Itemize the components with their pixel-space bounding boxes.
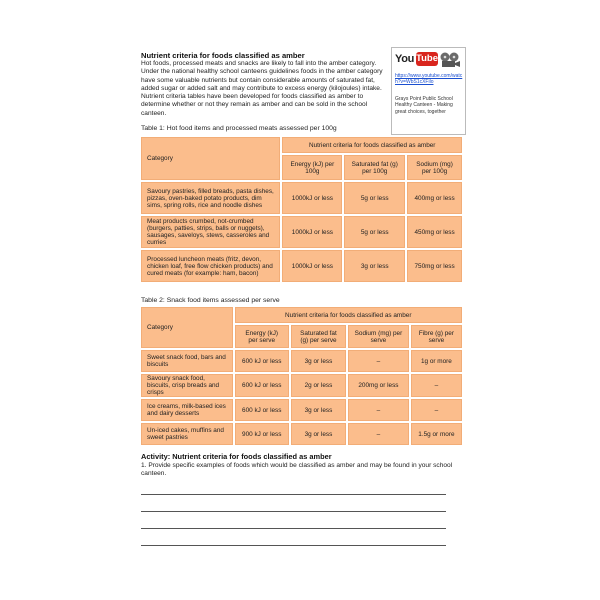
row-energy: 600 kJ or less bbox=[235, 350, 289, 372]
row-satfat: 3g or less bbox=[291, 350, 346, 372]
row-sodium: – bbox=[348, 423, 409, 445]
video-url-link[interactable]: https://www.youtube.com/watch?v=WbS1cXFilo bbox=[395, 73, 463, 86]
row-category: Un-iced cakes, muffins and sweet pastries bbox=[141, 423, 233, 445]
table-row bbox=[141, 216, 462, 248]
video-caption: Grays Point Public School Healthy Canteen - Making great choices, together bbox=[395, 96, 453, 115]
table1 bbox=[139, 135, 464, 284]
table-row bbox=[141, 250, 462, 282]
row-energy: 600 kJ or less bbox=[235, 399, 289, 421]
table-row bbox=[141, 182, 462, 214]
table2-col-energy: Energy (kJ) per serve bbox=[235, 325, 289, 348]
page-heading: Nutrient criteria for foods classified as amber bbox=[141, 51, 305, 60]
table-row bbox=[141, 399, 462, 421]
answer-line-2[interactable] bbox=[141, 511, 446, 512]
row-sodium: 750mg or less bbox=[407, 250, 462, 282]
answer-line-4[interactable] bbox=[141, 545, 446, 546]
table2-col-satfat: Saturated fat (g) per serve bbox=[291, 325, 346, 348]
table2-group-header: Nutrient criteria for foods classified as amber bbox=[235, 307, 462, 323]
table2 bbox=[139, 305, 464, 447]
table1-category-header: Category bbox=[141, 137, 280, 180]
row-energy: 600 kJ or less bbox=[235, 374, 289, 397]
row-satfat: 5g or less bbox=[344, 182, 405, 214]
intro-paragraph: Hot foods, processed meats and snacks are likely to fall into the amber category. Under the national healthy school canteens guidelines foods in the amber category have some valuable nutrients but contain considerable amounts of saturated fat, added sugar or added salt and may contribute to excess energy (kilojoules) intake. Nutrient criteria tables have been developed for foods classified as amber to determine whether or not they remain as amber and can be sold in the school canteen. bbox=[141, 60, 383, 117]
table1-group-header: Nutrient criteria for foods classified as amber bbox=[282, 137, 462, 153]
youtube-logo-tube: Tube bbox=[416, 53, 438, 64]
table2-col-fibre: Fibre (g) per serve bbox=[411, 325, 462, 348]
row-category: Processed luncheon meats (fritz, devon, chicken loaf, free flow chicken products) and cured meats (for example: ham, bacon) bbox=[141, 250, 280, 282]
youtube-logo-you: You bbox=[395, 53, 415, 65]
table-row bbox=[141, 350, 462, 372]
row-satfat: 3g or less bbox=[291, 399, 346, 421]
table-row bbox=[141, 423, 462, 445]
row-energy: 1000kJ or less bbox=[282, 182, 342, 214]
row-energy: 1000kJ or less bbox=[282, 216, 342, 248]
row-sodium: 400mg or less bbox=[407, 182, 462, 214]
row-satfat: 3g or less bbox=[291, 423, 346, 445]
row-category: Meat products crumbed, not-crumbed (burgers, patties, strips, balls or nuggets), sausages, saveloys, stews, casseroles and curries bbox=[141, 216, 280, 248]
table2-category-header: Category bbox=[141, 307, 233, 348]
table1-col-energy: Energy (kJ) per 100g bbox=[282, 155, 342, 180]
row-sodium: – bbox=[348, 399, 409, 421]
film-reel-icon bbox=[439, 52, 461, 68]
row-fibre: – bbox=[411, 399, 462, 421]
row-sodium: 450mg or less bbox=[407, 216, 462, 248]
table2-col-sodium: Sodium (mg) per serve bbox=[348, 325, 409, 348]
row-satfat: 3g or less bbox=[344, 250, 405, 282]
row-category: Ice creams, milk-based ices and dairy desserts bbox=[141, 399, 233, 421]
youtube-logo bbox=[395, 51, 437, 69]
row-category: Savoury pastries, filled breads, pasta dishes, pizzas, oven-baked potato products, dim sims, spring rolls, rice and noodle dishes bbox=[141, 182, 280, 214]
table1-title: Table 1: Hot food items and processed meats assessed per 100g bbox=[141, 125, 337, 132]
activity-question: 1. Provide specific examples of foods which would be classified as amber and may be found in your school canteen. bbox=[141, 462, 453, 478]
row-fibre: 1g or more bbox=[411, 350, 462, 372]
row-sodium: – bbox=[348, 350, 409, 372]
table1-col-satfat: Saturated fat (g) per 100g bbox=[344, 155, 405, 180]
row-fibre: 1.5g or more bbox=[411, 423, 462, 445]
row-satfat: 2g or less bbox=[291, 374, 346, 397]
row-sodium: 200mg or less bbox=[348, 374, 409, 397]
row-energy: 1000kJ or less bbox=[282, 250, 342, 282]
row-fibre: – bbox=[411, 374, 462, 397]
row-category: Savoury snack food, biscuits, crisp breads and crisps bbox=[141, 374, 233, 397]
table2-title: Table 2: Snack food items assessed per serve bbox=[141, 297, 280, 304]
table-row bbox=[141, 374, 462, 397]
answer-line-3[interactable] bbox=[141, 528, 446, 529]
row-category: Sweet snack food, bars and biscuits bbox=[141, 350, 233, 372]
table1-col-sodium: Sodium (mg) per 100g bbox=[407, 155, 462, 180]
activity-title: Activity: Nutrient criteria for foods classified as amber bbox=[141, 452, 332, 461]
row-energy: 900 kJ or less bbox=[235, 423, 289, 445]
answer-line-1[interactable] bbox=[141, 494, 446, 495]
row-satfat: 5g or less bbox=[344, 216, 405, 248]
video-link-box[interactable] bbox=[391, 47, 466, 135]
